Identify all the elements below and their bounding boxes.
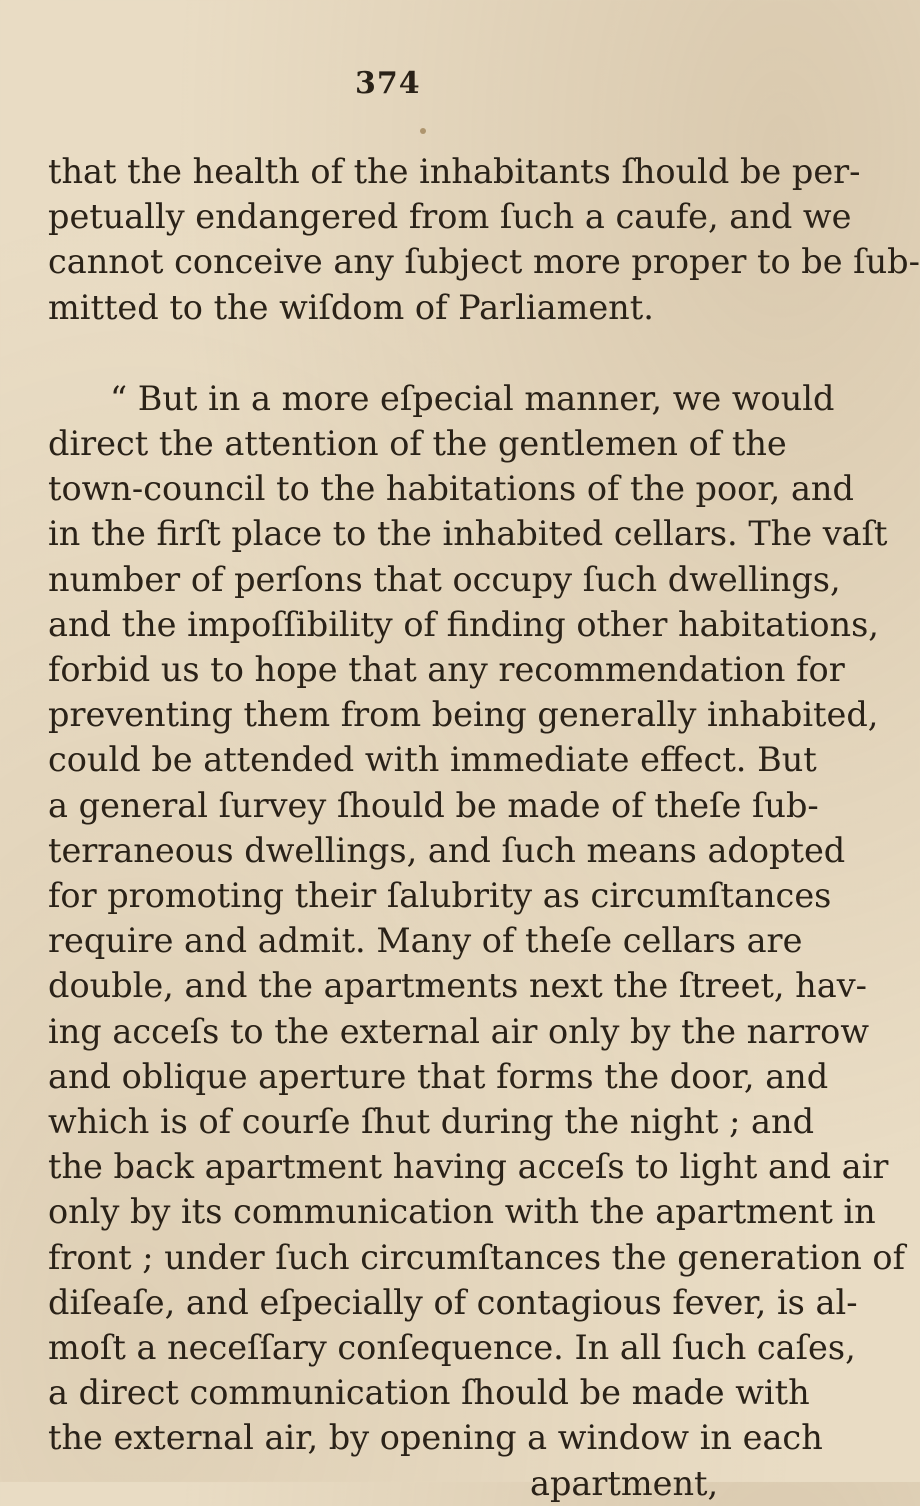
text-line: require and admit. Many of theſe cellars are [48, 921, 803, 961]
text-line: that the health of the inhabitants ſhould be per- [48, 152, 861, 191]
text-line: which is of courſe ſhut during the night ; and [48, 1102, 815, 1141]
text-line: double, and the apartments next the ſtreet, hav- [48, 966, 867, 1006]
text-line: in the firſt place to the inhabited cellars. The vaſt [48, 514, 888, 554]
text-line: terraneous dwellings, and ſuch means adopted [48, 830, 846, 870]
text-line: diſeaſe, and eſpecially of contagious fever, is al- [48, 1282, 858, 1322]
text-line: a general ſurvey ſhould be made of theſe ſub- [48, 785, 819, 825]
text-line: mitted to the wiſdom of Parliament. [48, 287, 654, 327]
text-line: number of perſons that occupy ſuch dwellings, [48, 559, 841, 599]
page-number: 374 [355, 66, 421, 101]
text-line: the external air, by opening a window in each [48, 1418, 823, 1458]
text-line: only by its communication with the apartment in [48, 1192, 876, 1232]
text-line: preventing them from being generally inhabited, [48, 695, 879, 735]
text-line: cannot conceive any ſubject more proper to be ſub- [48, 242, 920, 282]
text-line: forbid us to hope that any recommendation for [48, 650, 845, 689]
text-line: and the impoſſibility of finding other habitations, [48, 604, 879, 644]
text-line: moſt a neceſſary conſequence. In all ſuch caſes, [48, 1328, 856, 1367]
ink-speck [420, 128, 426, 134]
text-line: direct the attention of the gentlemen of the [48, 424, 787, 463]
text-line: and oblique aperture that forms the door, and [48, 1056, 829, 1096]
text-line: a direct communication ſhould be made with [48, 1373, 810, 1413]
text-line: for promoting their ſalubrity as circumſtances [48, 876, 832, 915]
text-line: front ; under ſuch circumſtances the generation of [48, 1237, 905, 1277]
text-line: the back apartment having acceſs to light and air [48, 1147, 889, 1187]
text-line: ing acceſs to the external air only by the narrow [48, 1011, 869, 1051]
catchword: apartment, [530, 1463, 719, 1503]
text-line: “ But in a more eſpecial manner, we would [110, 378, 835, 418]
text-line: could be attended with immediate effect. But [48, 740, 817, 780]
text-line: petually endangered from ſuch a caufe, and we [48, 197, 852, 237]
text-line: town-council to the habitations of the poor, and [48, 469, 854, 509]
